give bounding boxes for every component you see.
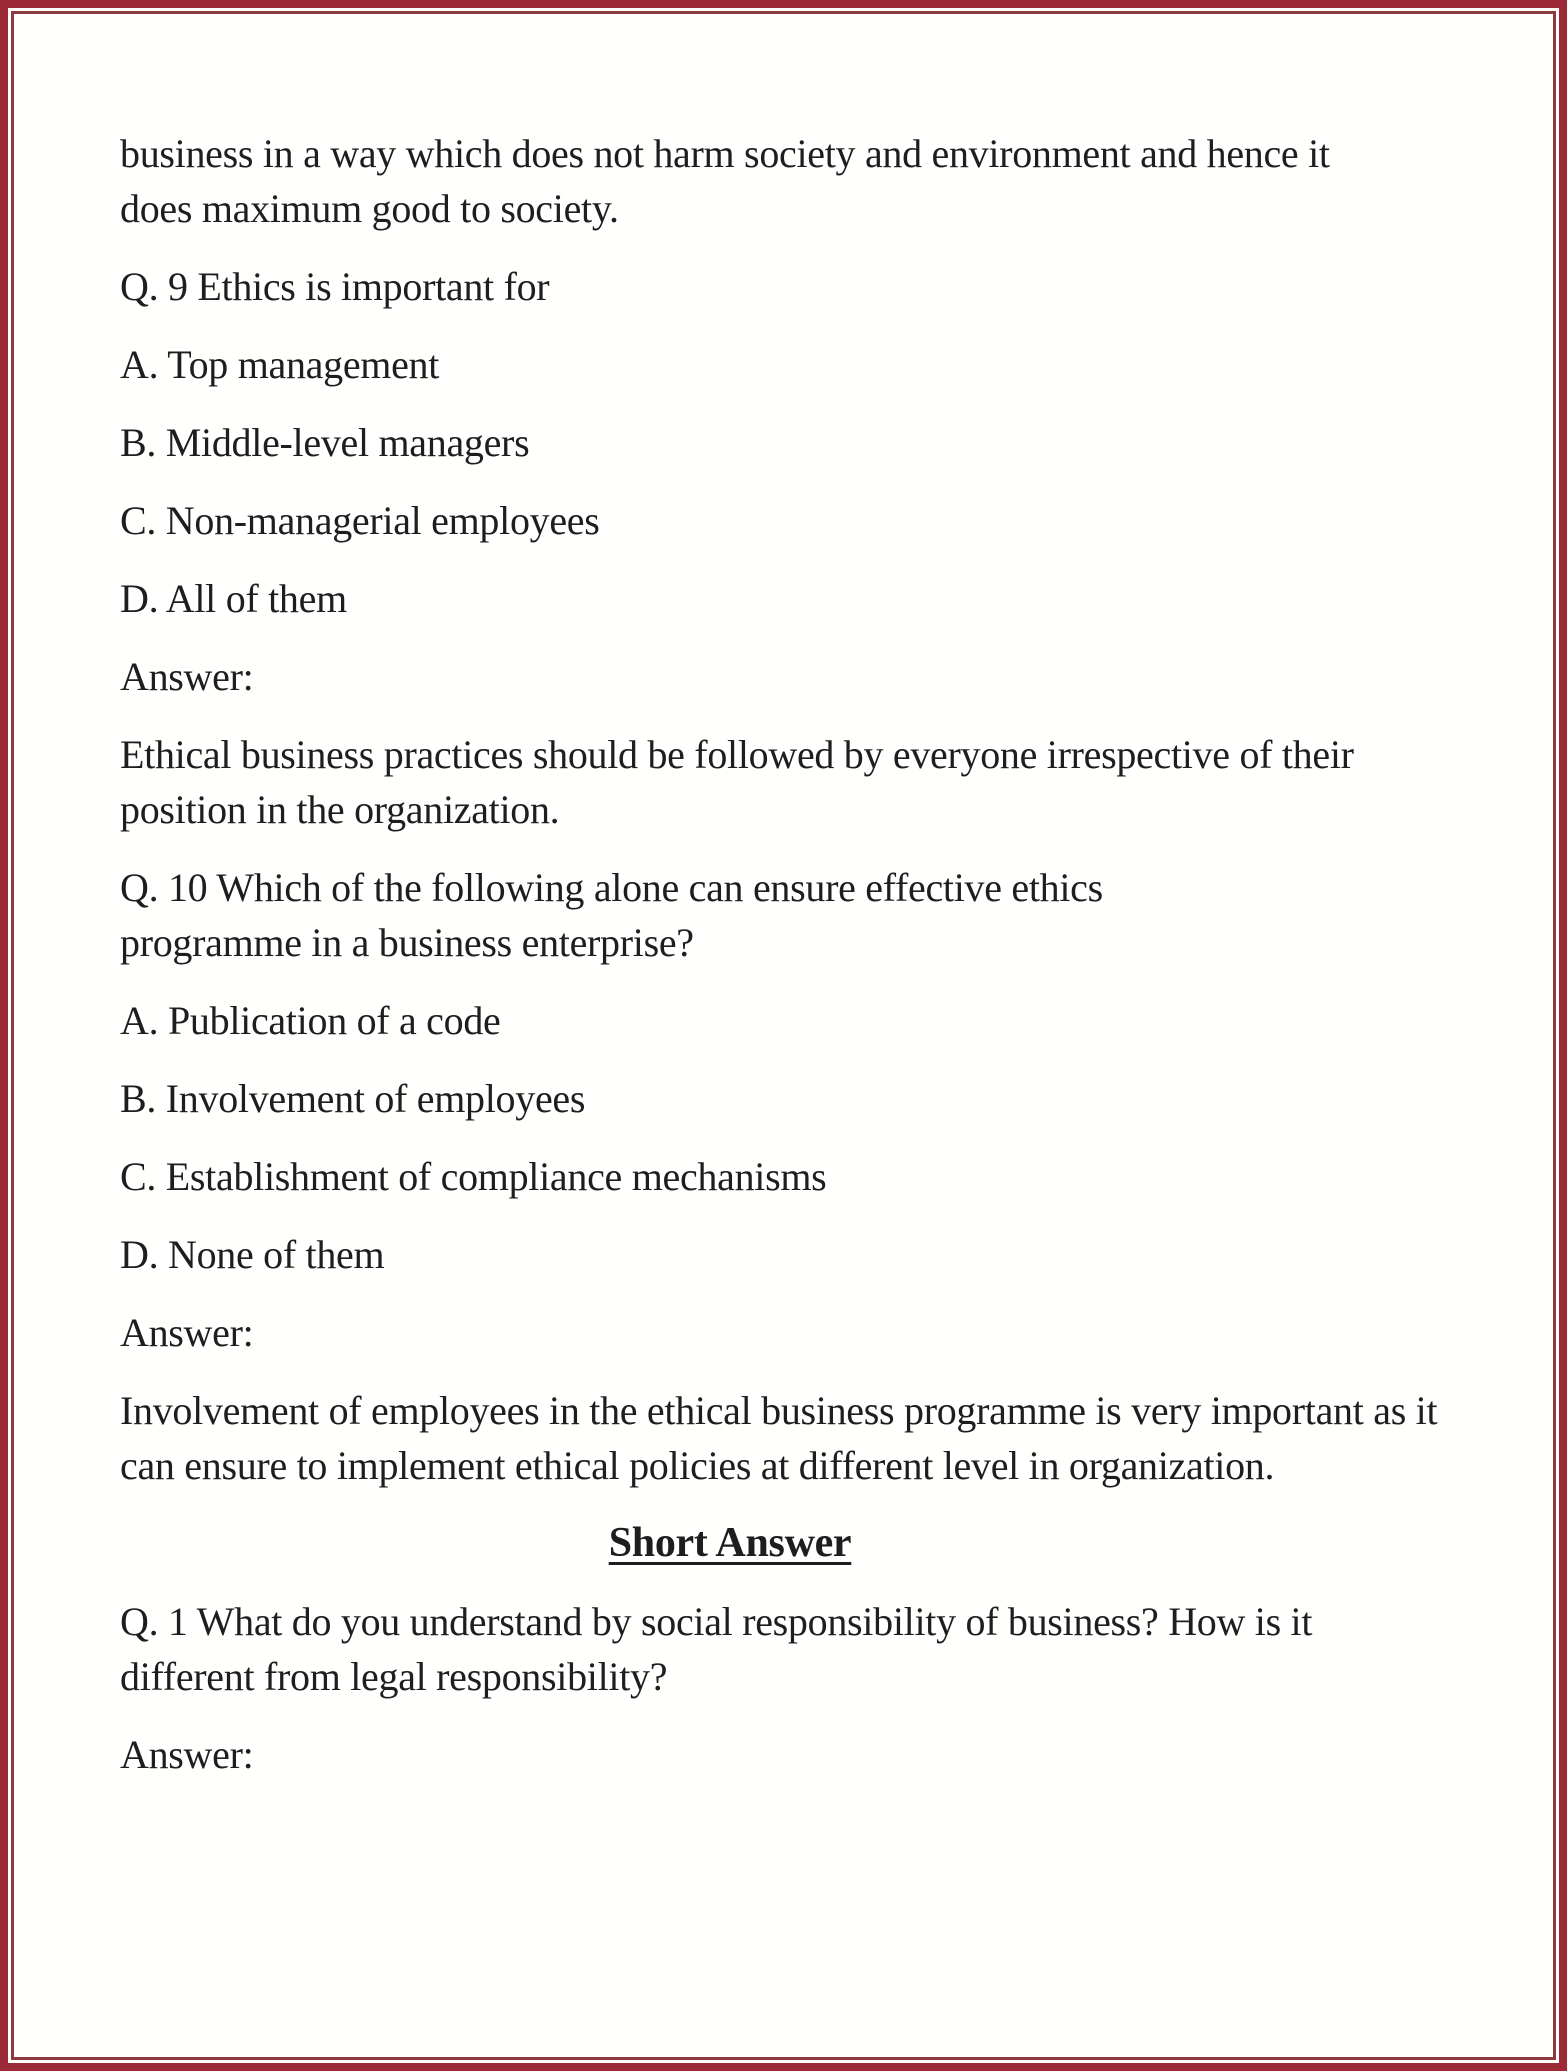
option-c: C. Establishment of compliance mechanisms bbox=[120, 1154, 827, 1199]
option-c: C. Non-managerial employees bbox=[120, 498, 600, 543]
question-text: Q. 10 Which of the following alone can ensure effective ethics programme in a business enterprise? bbox=[120, 865, 1103, 965]
answer-label: Answer: bbox=[120, 1732, 254, 1777]
short-answer-question-1 bbox=[120, 1594, 1430, 1782]
option-a: A. Top management bbox=[120, 342, 440, 387]
answer-label: Answer: bbox=[120, 654, 254, 699]
option-b: B. Middle-level managers bbox=[120, 420, 530, 465]
option-b: B. Involvement of employees bbox=[120, 1076, 586, 1121]
option-d: D. None of them bbox=[120, 1232, 385, 1277]
document-content bbox=[120, 126, 1438, 1805]
answer-label: Answer: bbox=[120, 1310, 254, 1355]
option-a: A. Publication of a code bbox=[120, 998, 501, 1043]
answer-text: Involvement of employees in the ethical business programme is very important as it can ensure to implement ethical policies at different level in organization. bbox=[120, 1388, 1438, 1488]
question-text: Q. 1 What do you understand by social responsibility of business? How is it different from legal responsibility? bbox=[120, 1599, 1313, 1699]
continuation-paragraph: business in a way which does not harm society and environment and hence it does maximum good to society. bbox=[120, 131, 1330, 231]
option-d: D. All of them bbox=[120, 576, 347, 621]
question-text: Q. 9 Ethics is important for bbox=[120, 264, 550, 309]
question-10 bbox=[120, 860, 1438, 1493]
answer-text: Ethical business practices should be followed by everyone irrespective of their position in the organization. bbox=[120, 732, 1354, 832]
section-heading: Short Answer bbox=[608, 1520, 852, 1566]
question-9 bbox=[120, 259, 1430, 837]
